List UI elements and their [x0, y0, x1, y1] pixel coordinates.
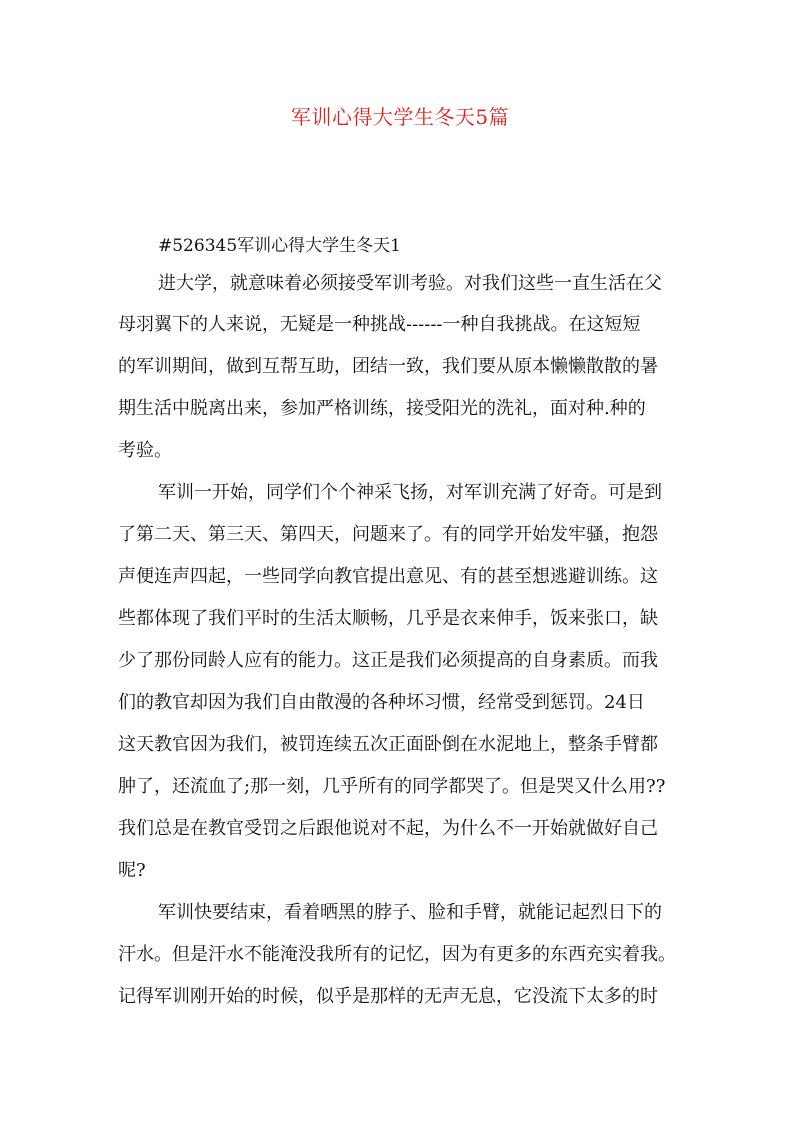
paragraph-1-line-2: 母羽翼下的人来说，无疑是一种挑战------一种自我挑战。在这短短	[118, 314, 641, 335]
paragraph-2-line-3: 声便连声四起，一些同学向教官提出意见、有的甚至想逃避训练。这	[118, 566, 658, 587]
paragraph-2-line-6: 们的教官却因为我们自由散漫的各种坏习惯，经常受到惩罚。24日	[118, 692, 645, 713]
paragraph-1-line-3: 的军训期间，做到互帮互助，团结一致，我们要从原本懒懒散散的暑	[118, 356, 658, 377]
paragraph-2-line-9: 我们总是在教官受罚之后跟他说对不起，为什么不一开始就做好自己	[118, 818, 658, 839]
section-heading: #526345军训心得大学生冬天1	[158, 236, 401, 256]
paragraph-2-line-2: 了第二天、第三天、第四天，问题来了。有的同学开始发牢骚，抱怨	[118, 524, 658, 545]
paragraph-3-line-3: 记得军训刚开始的时候，似乎是那样的无声无息，它没流下太多的时	[118, 986, 658, 1007]
paragraph-2-line-8: 肿了，还流血了;那一刻，几乎所有的同学都哭了。但是哭又什么用??	[118, 776, 666, 797]
paragraph-1-line-5: 考验。	[118, 440, 172, 461]
paragraph-3-line-2: 汗水。但是汗水不能淹没我所有的记忆，因为有更多的东西充实着我。	[118, 944, 676, 965]
paragraph-2-line-10: 呢?	[118, 860, 146, 881]
paragraph-1-line-4: 期生活中脱离出来，参加严格训练，接受阳光的洗礼，面对种.种的	[118, 398, 646, 419]
paragraph-3-line-1: 军训快要结束，看着晒黑的脖子、脸和手臂，就能记起烈日下的	[158, 902, 662, 923]
paragraph-2-line-7: 这天教官因为我们，被罚连续五次正面卧倒在水泥地上，整条手臂都	[118, 734, 658, 755]
document-title: 军训心得大学生冬天5篇	[290, 105, 510, 129]
paragraph-2-line-1: 军训一开始，同学们个个神采飞扬，对军训充满了好奇。可是到	[158, 482, 662, 503]
paragraph-2-line-4: 些都体现了我们平时的生活太顺畅，几乎是衣来伸手，饭来张口，缺	[118, 608, 658, 629]
paragraph-2-line-5: 少了那份同龄人应有的能力。这正是我们必须提高的自身素质。而我	[118, 650, 658, 671]
paragraph-1-line-1: 进大学，就意味着必须接受军训考验。对我们这些一直生活在父	[158, 273, 662, 294]
